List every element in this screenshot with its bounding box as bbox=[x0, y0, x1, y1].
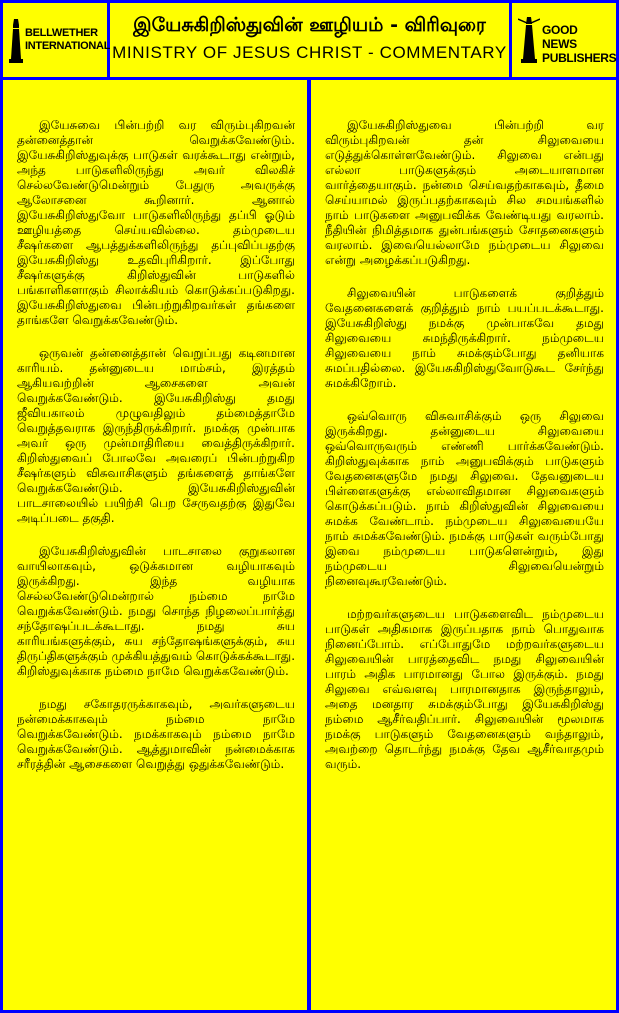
bellwether-logo bbox=[3, 3, 111, 77]
good-news-logo-line2: PUBLISHERS bbox=[542, 51, 617, 65]
paragraph: மற்றவர்களுடைய பாடுகளைவிட நம்முடைய பாடுகள் அதிகமாக இருப்பதாக நாம் பொதுவாக நினைப்போம். எப்போதுமே மற்றவர்களுடைய சிலுவையின் பாரத்தைவிட நமது சிலுவையின் பாரம் அதிக பாரமானது போல இருக்கும். நமது சிலுவை எவ்வளவு பாரமானதாக இருந்தாலும், அதை மனதார சுமக்கும்போது இயேசுகிறிஸ்து நம்மை ஆசீர்வதிப்பார். சிலுவையின் மூலமாக நமக்கு பாடுகளும் வேதனைகளும் வந்தாலும், அவற்றை தொடர்ந்து நமக்கு தேவ ஆசீர்வாதமும் வரும். bbox=[325, 607, 604, 771]
bellwether-logo-line1: BELLWETHER bbox=[25, 27, 98, 39]
header-title-box bbox=[110, 3, 509, 77]
right-column bbox=[311, 80, 616, 1010]
good-news-logo-line1: GOOD NEWS bbox=[542, 23, 578, 51]
paragraph: ஒவ்வொரு விசுவாசிக்கும் ஒரு சிலுவை இருக்கிறது. தன்னுடைய சிலுவையை ஒவ்வொருவரும் எண்ணி பார்க்கவேண்டும். கிறிஸ்துவுக்காக நாம் அனுபவிக்கும் பாடுகளும் வேதனைகளுமே நமது சிலுவை. தேவனுடைய பிள்ளைகளுக்கு எல்லாவிதமான சிலுவைகளும் கொடுக்கப்படும். நாம் கிறிஸ்துவின் சிலுவையை சுமக்க வேண்டாம். நம்முடைய சிலுவையையே நாம் சுமக்கவேண்டும். நமக்கு பாடுகள் வரும்போது இவை நம்முடைய பாடுகளென்றும், இது நம்முடைய சிலுவையென்றும் நினைவுகூரவேண்டும். bbox=[325, 409, 604, 588]
lighthouse-icon bbox=[9, 17, 23, 63]
paragraph: இயேசுகிறிஸ்துவின் பாடசாலை குறுகலான வாயிலாகவும், ஒடுக்கமான வழியாகவும் இருக்கிறது. இந்த வழியாக செல்லவேண்டுமென்றால் நம்மை நாமே வெறுக்கவேண்டும். நமது சொந்த நிழலைப்பார்த்து சந்தோஷப்படக்கூடாது. நமது சுய காரியங்களுக்கும், சுய சந்தோஷங்களுக்கும், சுய திருப்திகளுக்கும் முக்கியத்துவம் கொடுக்கக்கூடாது. கிறிஸ்துவுக்காக நம்மை நாமே வெறுக்கவேண்டும். bbox=[17, 544, 296, 678]
paragraph: சிலுவையின் பாடுகளைக் குறித்தும் வேதனைகளைக் குறித்தும் நாம் பயப்படக்கூடாது. இயேசுகிறிஸ்து நமக்கு முன்பாகவே தமது சிலுவையை சுமந்திருக்கிறார். நம்முடைய சிலுவையை நாம் சுமக்கும்போது தனியாக சுமப்பதில்லை. இயேசுகிறிஸ்துவோடுகூட சேர்ந்து சுமக்கிறோம். bbox=[325, 286, 604, 390]
bellwether-logo-line2: INTERNATIONAL bbox=[25, 40, 111, 52]
good-news-publishers-logo bbox=[512, 3, 616, 77]
english-title: MINISTRY OF JESUS CHRIST - COMMENTARY bbox=[112, 43, 507, 62]
good-news-logo-text bbox=[542, 23, 617, 65]
tamil-title: இயேசுகிறிஸ்துவின் ஊழியம் - விரிவுரை bbox=[133, 14, 486, 36]
lighthouse-icon bbox=[518, 15, 540, 63]
paragraph: ஒருவன் தன்னைத்தான் வெறுப்பது கடினமான காரியம். தன்னுடைய மாம்சம், இரத்தம் ஆகியவற்றின் ஆசைகளை அவன் வெறுக்கவேண்டும். இயேசுகிறிஸ்து தமது ஜீவியகாலம் முழுவதிலும் தம்மைத்தாமே வெறுத்தவராக இருந்திருக்கிறார். நமக்கு முன்பாக அவர் ஒரு முன்மாதிரியை வைத்திருக்கிறார். கிறிஸ்துவைப் போலவே அவரைப் பின்பற்றுகிற சீஷர்களும் விசுவாசிகளும் தங்களைத் தாங்களே வெறுக்கவேண்டும். இயேசுகிறிஸ்துவின் பாடசாலையில் பயிற்சி பெற சேருவதற்கு இதுவே அடிப்படை தகுதி. bbox=[17, 346, 295, 525]
paragraph: நமது சகோதரருக்காகவும், அவர்களுடைய நன்மைக்காகவும் நம்மை நாமே வெறுக்கவேண்டும். நமக்காகவும் நம்மை நாமே வெறுக்கவேண்டும். ஆத்துமாவின் நன்மைக்காக சரீரத்தின் ஆசைகளை வெறுத்து ஒதுக்கவேண்டும். bbox=[17, 697, 295, 771]
paragraph: இயேசுகிறிஸ்துவை பின்பற்றி வர விரும்புகிறவன் தன் சிலுவையை எடுத்துக்கொள்ளவேண்டும். சிலுவை என்பது எல்லா பாடுகளுக்கும் அடையாளமான வார்த்தையாகும். நன்மை செய்வதற்காகவும், தீமை செய்யாமல் இருப்பதற்காகவும் சில சமயங்களில் நாம் பாடுகளை அனுபவிக்க வேண்டியது வரலாம். நீதியின் நிமித்தமாக துன்பங்களும் சோதனைகளும் வரலாம். இவையெல்லாமே நம்முடைய சிலுவை என்று அழைக்கப்படுகிறது. bbox=[325, 118, 604, 267]
bellwether-logo-text bbox=[25, 27, 111, 53]
paragraph: இயேசுவை பின்பற்றி வர விரும்புகிறவன் தன்னைத்தான் வெறுக்கவேண்டும். இயேசுகிறிஸ்துவுக்கு பாடுகள் வரக்கூடாது என்றும், அந்த பாடுகளிலிருந்து அவர் விலகிச் செல்லவேண்டுமென்றும் பேதுரு அவருக்கு ஆலோசனை கூறினார். ஆனால் இயேசுகிறிஸ்துவோ பாடுகளிலிருந்து தப்பி ஓடும் ஊழியத்தை செய்யவில்லை. தம்முடைய சீஷர்களை ஆபத்துக்களிலிருந்து தப்புவிப்பதற்கு இயேசுகிறிஸ்து உதவிபுரிகிறார். இப்போது சீஷர்களுக்கு கிறிஸ்துவின் பாடுகளில் பங்காளிகளாகும் சிலாக்கியம் கொடுக்கப்படுகிறது. இயேசுகிறிஸ்துவை பின்பற்றுகிறவர்கள் தங்களை தாங்களே வெறுக்கவேண்டும். bbox=[17, 118, 295, 327]
left-column bbox=[3, 80, 307, 1010]
